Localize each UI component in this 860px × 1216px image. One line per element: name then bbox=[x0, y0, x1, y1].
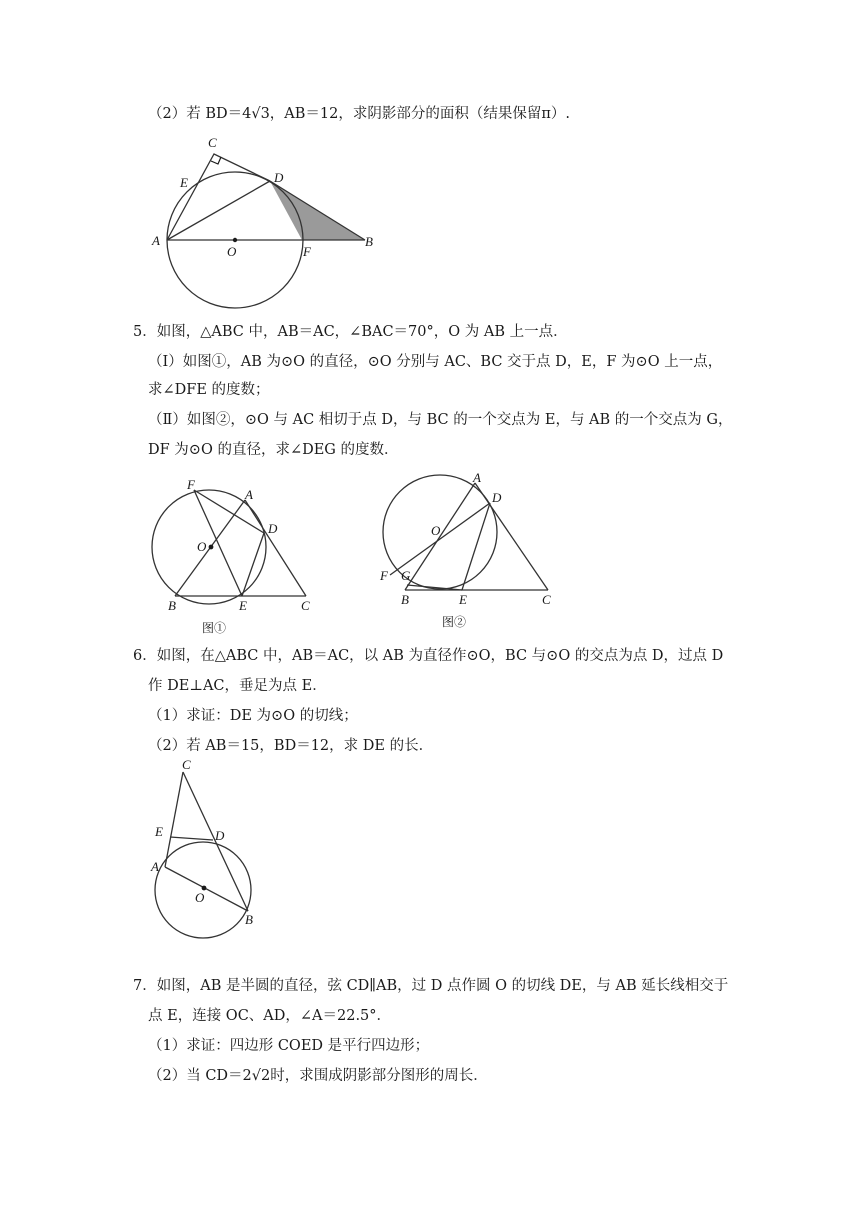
q5-part1-text-b: 求∠DFE 的度数； bbox=[148, 382, 270, 398]
label-B: B bbox=[401, 592, 409, 607]
q5-part2-text-b: DF 为⊙O 的直径，求∠DEG 的度数． bbox=[148, 442, 399, 458]
label-G: G bbox=[401, 568, 411, 583]
q6-stem-text-b: 作 DE⊥AC，垂足为点 E． bbox=[148, 678, 327, 694]
caption-figure-2: 图② bbox=[442, 615, 467, 629]
label-A: A bbox=[245, 487, 253, 502]
q7-stem-text-b: 点 E，连接 OC、AD，∠A＝22.5°． bbox=[148, 1008, 392, 1024]
q6-stem-text-a: 6．如图，在△ABC 中，AB＝AC，以 AB 为直径作⊙O，BC 与⊙O 的交点为点 D，过点 D bbox=[133, 648, 724, 664]
label-O: O bbox=[197, 539, 207, 554]
label-F: F bbox=[187, 477, 195, 492]
label-A: A bbox=[151, 859, 159, 874]
label-C: C bbox=[182, 760, 191, 772]
label-C: C bbox=[542, 592, 551, 607]
label-C: C bbox=[208, 135, 217, 150]
q6-part1-text: （1）求证：DE 为⊙O 的切线； bbox=[148, 708, 358, 724]
label-A: A bbox=[473, 470, 481, 485]
q7-stem-text-a: 7．如图，AB 是半圆的直径，弦 CD∥AB，过 D 点作圆 O 的切线 DE，与 AB 延长线相交于 bbox=[133, 978, 729, 994]
label-E: E bbox=[239, 598, 247, 613]
q7-part1-text: （1）求证：四边形 COED 是平行四边形； bbox=[148, 1038, 430, 1054]
label-F: F bbox=[380, 568, 388, 583]
figure-q4 bbox=[140, 130, 400, 320]
label-O: O bbox=[227, 244, 237, 259]
q5-part2-text-a: （Ⅱ）如图②，⊙O 与 AC 相切于点 D，与 BC 的一个交点为 E，与 AB 的一个交点为 G， bbox=[148, 412, 733, 428]
q6-part2-text: （2）若 AB＝15，BD＝12，求 DE 的长． bbox=[148, 738, 434, 754]
q4-part2-text: （2）若 BD＝4√3，AB＝12，求阴影部分的面积（结果保留π）. bbox=[148, 106, 571, 122]
label-C: C bbox=[301, 598, 310, 613]
figure-q5-1 bbox=[140, 475, 330, 640]
label-E: E bbox=[155, 824, 163, 839]
figure-q5-2 bbox=[370, 468, 565, 638]
label-B: B bbox=[365, 234, 373, 249]
label-O: O bbox=[195, 890, 205, 905]
q5-stem-text: 5．如图，△ABC 中，AB＝AC，∠BAC＝70°，O 为 AB 上一点． bbox=[133, 324, 568, 340]
figure-q6 bbox=[145, 760, 275, 945]
label-D: D bbox=[215, 828, 225, 843]
q5-part1-text-a: （Ⅰ）如图①，AB 为⊙O 的直径，⊙O 分别与 AC、BC 交于点 D，E，F 为⊙O 上一点， bbox=[148, 354, 723, 370]
label-D: D bbox=[274, 170, 284, 185]
label-E: E bbox=[180, 175, 188, 190]
label-D: D bbox=[268, 521, 278, 536]
label-O: O bbox=[431, 523, 441, 538]
label-A: A bbox=[152, 233, 160, 248]
label-B: B bbox=[245, 912, 253, 927]
label-E: E bbox=[459, 592, 467, 607]
label-D: D bbox=[492, 490, 502, 505]
caption-figure-1: 图① bbox=[202, 621, 227, 635]
q7-part2-text: （2）当 CD＝2√2时，求围成阴影部分图形的周长． bbox=[148, 1068, 488, 1084]
label-F: F bbox=[303, 244, 311, 259]
label-B: B bbox=[168, 598, 176, 613]
